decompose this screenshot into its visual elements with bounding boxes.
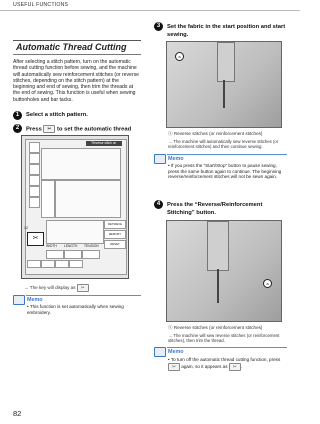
step-4-photo [166,220,282,322]
step-3-caption-text: Reverse stitches (or reinforcement stitches) [173,131,263,136]
label-width: WIDTH [46,244,57,248]
step-2-text-b: to set the automatic thread [57,126,132,133]
section-title: Automatic Thread Cutting [16,42,127,52]
step-1-text: Select a stitch pattern. [26,112,88,118]
memo-1-box [26,295,141,296]
presser-foot-2 [207,221,229,271]
step-4-result: → The machine will sew reverse stitches (or reinforcement stitches), then trim the thread. [168,333,280,343]
thread-cut-key-icon: ✂ [43,125,55,133]
stitch-preview [41,180,55,218]
memo-1-title: Memo [27,297,43,303]
memo-2-icon [154,154,166,164]
bottom-key-2[interactable] [41,260,55,268]
memo-1-text: • This function is set automatically when sewing embroidery. [27,304,124,315]
screen-icon-presser [29,153,40,164]
thread-cut-key-on-icon-2: ✂ [168,363,180,371]
thread-cut-key-on-icon: ✂ [77,284,89,292]
callout-a-2: a [263,279,272,288]
length-control[interactable] [64,250,82,259]
memo-3-title: Memo [168,349,184,355]
memo-2-title: Memo [168,156,184,162]
running-header: USEFUL FUNCTIONS [13,2,69,8]
stitch-grid-top [41,148,121,180]
step-4-text: Press the “Reverse/Reinforcement Stitching” button. [167,202,263,216]
memo-2-box [167,154,287,155]
step-1-number: 1 [13,111,22,120]
step-3-number: 3 [154,22,163,31]
page-number: 82 [13,409,22,418]
screen-icon-needle [29,142,40,153]
step-2-result-text: The key will display as [29,285,76,291]
memo-2-body: If you press the “Start/Stop” button to pause sewing, press the same button again to continue. The beginning reverse/reinforcement stitches will not be sewn again. [168,163,282,180]
step-2-text-a: Press [26,126,42,133]
lcd-screen-illustration [21,135,129,279]
step-3-text: Set the fabric in the start position and start sewing. [167,24,286,38]
screen-icon-setting [29,197,40,208]
memo-1-icon [13,295,25,305]
memo-1-body: This function is set automatically when sewing embroidery. [27,304,124,315]
step-3-result: → The machine will automatically sew reverse stitches (or reinforcement stitches) and then continue sewing. [168,139,279,149]
label-tension: TENSION [84,244,99,248]
memo-3-box [167,347,287,348]
screen-icon-image [29,186,40,197]
step-4-caption: ⓐ Reverse stitches (or reinforcement stitches) [168,325,263,330]
step-3-result-text: The machine will automatically sew reverse stitches (or reinforcement stitches) and then continue sewing. [168,139,279,149]
settings-panel [46,220,104,244]
screen-icon-mode [29,164,40,175]
thread-cut-key-off-icon: ✂ [229,363,241,371]
memo-3-icon [154,347,166,357]
bottom-key-4[interactable] [69,260,83,268]
step-3-photo [166,41,282,128]
callout-a: a [175,52,184,61]
screen-top-label: Reverse stitch on [86,141,122,146]
step-4-result-text: The machine will sew reverse stitches (or reinforcement stitches), then trim the thread. [168,333,280,343]
stitch-grid-bottom [55,180,121,218]
screen-icon-twin [29,175,40,186]
presser-foot [217,42,235,82]
retrieve-button[interactable]: RETRIEVE [104,220,126,229]
memo-3-text-b: again, so it appears as [181,364,228,370]
intro-paragraph: After selecting a stitch pattern, turn on the automatic thread cutting function before sewing, and the machine will automatically sew reinforcement stitches (or reverse stitches, depending on the stitch pattern) at the beginning and end of sewing, then trim the threads at the end of sewing. This function is useful when sewing buttonholes and bar tacks. [13,59,139,103]
bottom-key-3[interactable] [55,260,69,268]
bottom-key-1[interactable] [27,260,41,268]
thread-cut-key-button[interactable]: ✂ [27,232,44,246]
stitch-line [223,80,225,108]
memo-3-text: • To turn off the automatic thread cutting function, press ✂ again, so it appears as ✂ . [168,357,281,370]
step-2-number: 2 [13,124,22,133]
header-divider [0,10,300,11]
memo-2-text: • If you press the “Start/Stop” button to pause sewing, press the same button again to continue. The beginning reverse/reinforcement stitches will not be sewn again. [168,163,282,180]
step-4-caption-text: Reverse stitches (or reinforcement stitches) [173,325,263,330]
step-2-result: → The key will display as ✂ [24,284,89,292]
tension-control[interactable] [82,250,100,259]
width-control[interactable] [46,250,64,259]
memo-3-text-a: To turn off the automatic thread cutting function, press [170,357,281,362]
step-3-caption: ⓐ Reverse stitches (or reinforcement stitches) [168,131,263,136]
label-length: LENGTH [64,244,78,248]
callout-number: 12 [24,226,28,230]
reset-button[interactable]: RESET [104,240,126,249]
stitch-line-2 [217,269,219,303]
step-4-number: 4 [154,200,163,209]
memory-button[interactable]: MEMORY [104,230,126,239]
